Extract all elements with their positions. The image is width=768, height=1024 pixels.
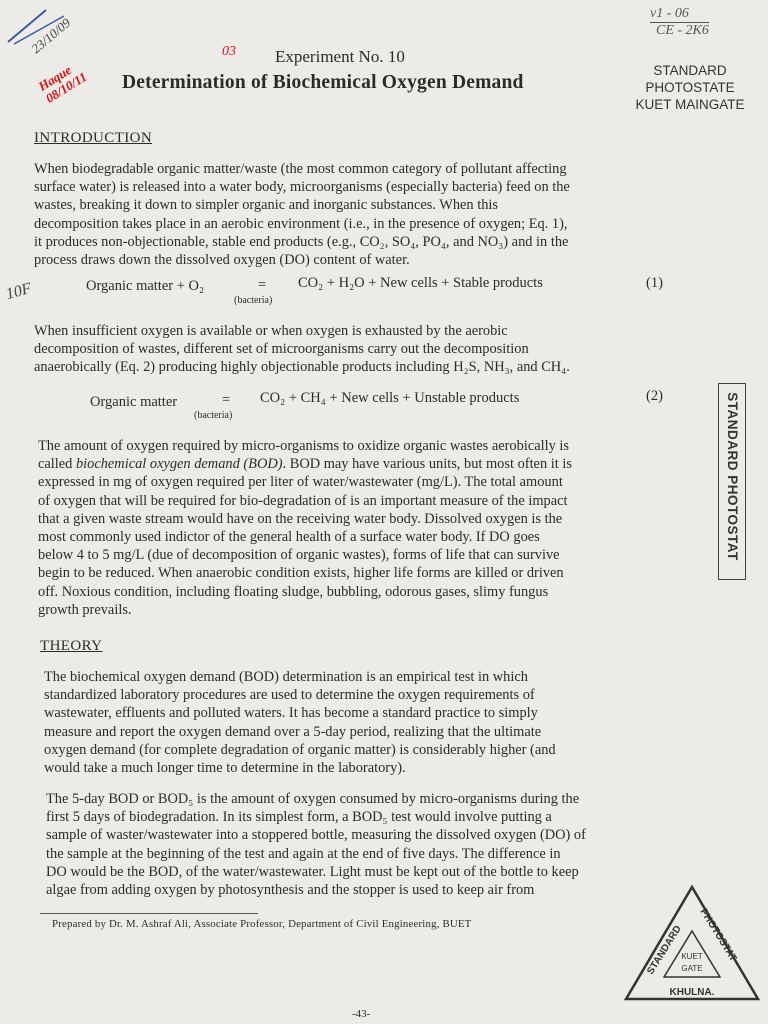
side-photostat-stamp: [718, 383, 746, 580]
equation-1-equals: =: [258, 277, 267, 293]
text-line: algae from adding oxygen by photosynthesis and the stopper is used to keep air from: [46, 882, 535, 899]
equation-2-left: Organic matter: [90, 394, 178, 410]
red-handwritten-number: 03: [222, 44, 236, 59]
intro-paragraph-2: [34, 322, 674, 377]
text-line: growth prevails.: [38, 601, 132, 618]
margin-handwritten-note: 10F: [4, 279, 34, 304]
equation-2-right: CO₂ + CH₄ + New cells + Unstable products: [260, 390, 520, 406]
footer-credit: Prepared by Dr. M. Ashraf Ali, Associate Professor, Department of Civil Engineering, BUET: [52, 918, 472, 930]
text-line: surface water) is released into a water body, microorganisms (especially bacteria) feed on the: [34, 179, 570, 196]
text-line: begin to be reduced. When anaerobic condition exists, higher life forms are killed or driven: [38, 565, 564, 582]
experiment-number: Experiment No. 10: [275, 47, 405, 66]
course-code: [650, 6, 709, 39]
text-line: decomposition of wastes, different set of microorganisms carry out the decomposition: [34, 341, 529, 358]
equation-2-number: (2): [646, 388, 663, 404]
triangle-stamp-center2: GATE: [681, 964, 703, 973]
triangle-stamp-left: STANDARD: [645, 923, 684, 977]
intro-paragraph-1: [34, 160, 674, 269]
intro-paragraph-3: [38, 437, 674, 619]
text-line: [38, 455, 674, 473]
text-line: the sample at the beginning of the test and again at the end of five days. The difference in: [46, 845, 561, 862]
equation-2-equals: =: [222, 392, 231, 408]
text-fragment: . BOD may have various units, but most often it is: [282, 456, 572, 473]
course-code-line2: CE - 2K6: [650, 22, 709, 39]
text-line: standardized laboratory procedures are used to determine the oxygen requirements of: [44, 687, 535, 704]
text-line: oxygen demand (for complete degradation of organic matter) is considerably higher (and: [44, 741, 556, 758]
text-line: first 5 days of biodegradation. In its simplest form, a BOD₅ test would involve putting a: [46, 809, 552, 826]
equation-2-subscript: (bacteria): [194, 410, 233, 421]
course-code-line1: v1 - 06: [650, 6, 689, 21]
triangle-stamp-center1: KUET: [681, 952, 703, 961]
text-line: expressed in mg of oxygen required per liter of water/wastewater (mg/L). The total amount: [38, 474, 563, 491]
bod-definition: biochemical oxygen demand (BOD): [75, 456, 283, 473]
text-line: wastewater, effluents and polluted waters. It has become a standard practice to simply: [44, 705, 538, 722]
text-line: most commonly used indictor of the general health of a surface water body. If DO goes: [38, 529, 540, 546]
page-number: -43-: [352, 1008, 371, 1020]
red-handwritten-stamp: Haque 08/10/11: [35, 62, 90, 106]
theory-heading: THEORY: [40, 638, 103, 654]
page-title: Determination of Biochemical Oxygen Demand: [122, 72, 524, 93]
equation-1-right: CO₂ + H₂O + New cells + Stable products: [298, 275, 543, 291]
text-line: it produces non-objectionable, stable end products (e.g., CO₂, SO₄, PO₄, and NO₃) and in the: [34, 233, 569, 250]
text-line: would take a much longer time to determine in the laboratory).: [44, 760, 406, 777]
theory-paragraph-1: [44, 668, 682, 777]
text-line: decomposition takes place in an aerobic environment (i.e., in the presence of oxygen; Eq. 1),: [34, 215, 568, 232]
text-line: When insufficient oxygen is available or when oxygen is exhausted by the aerobic: [34, 323, 508, 339]
footer-divider: [40, 913, 258, 914]
text-fragment: called: [38, 456, 76, 473]
triangle-stamp-right: PHOTOSTAT: [697, 906, 739, 964]
side-stamp-text: STANDARD PHOTOSTAT: [725, 392, 740, 561]
text-line: process draws down the dissolved oxygen (DO) content of water.: [34, 252, 410, 269]
introduction-heading: INTRODUCTION: [34, 130, 153, 146]
text-line: below 4 to 5 mg/L (due of decomposition of organic wastes), forms of life that can survive: [38, 547, 560, 564]
text-line: that a given waste stream would have on the receiving water body. Dissolved oxygen is the: [38, 510, 563, 527]
text-line: sample of waster/wastewater into a stoppered bottle, measuring the dissolved oxygen (DO) of: [46, 827, 586, 844]
equation-1-number: (1): [646, 275, 663, 291]
stamp-line1: STANDARD PHOTOSTATE: [645, 63, 735, 95]
equation-1-left: Organic matter + O₂: [86, 278, 205, 294]
text-line: DO would be the BOD, of the water/wastewater. Light must be kept out of the bottle to keep: [46, 863, 579, 880]
triangle-stamp-bottom: KHULNA.: [669, 987, 715, 998]
text-line: measure and report the oxygen demand over a 5-day period, realizing that the ultimate: [44, 723, 542, 740]
handwritten-date: 23/10/09: [28, 15, 74, 57]
text-line: When biodegradable organic matter/waste (the most common category of pollutant affecting: [34, 161, 567, 177]
text-line: anaerobically (Eq. 2) producing highly objectionable products including H₂S, NH₃, and CH₄.: [34, 359, 570, 376]
text-line: The biochemical oxygen demand (BOD) determination is an empirical test in which: [44, 669, 528, 685]
text-line: The amount of oxygen required by micro-organisms to oxidize organic wastes aerobically is: [38, 438, 569, 454]
equation-1-subscript: (bacteria): [234, 295, 273, 306]
theory-paragraph-2: [46, 790, 684, 899]
text-line: of oxygen that will be required for bio-degradation of is an important measure of the impact: [38, 492, 568, 509]
stamp-line2: KUET MAINGATE: [635, 97, 745, 112]
photostate-stamp: [612, 62, 768, 113]
text-line: The 5-day BOD or BOD₅ is the amount of oxygen consumed by micro-organisms during the: [46, 791, 580, 807]
text-line: wastes, breaking it down to simpler organic and inorganic substances. When this: [34, 197, 499, 214]
triangle-stamp-icon: [622, 883, 762, 1008]
text-line: off. Noxious condition, including floating sludge, bubbling, odorous gases, slimy fungus: [38, 583, 549, 600]
